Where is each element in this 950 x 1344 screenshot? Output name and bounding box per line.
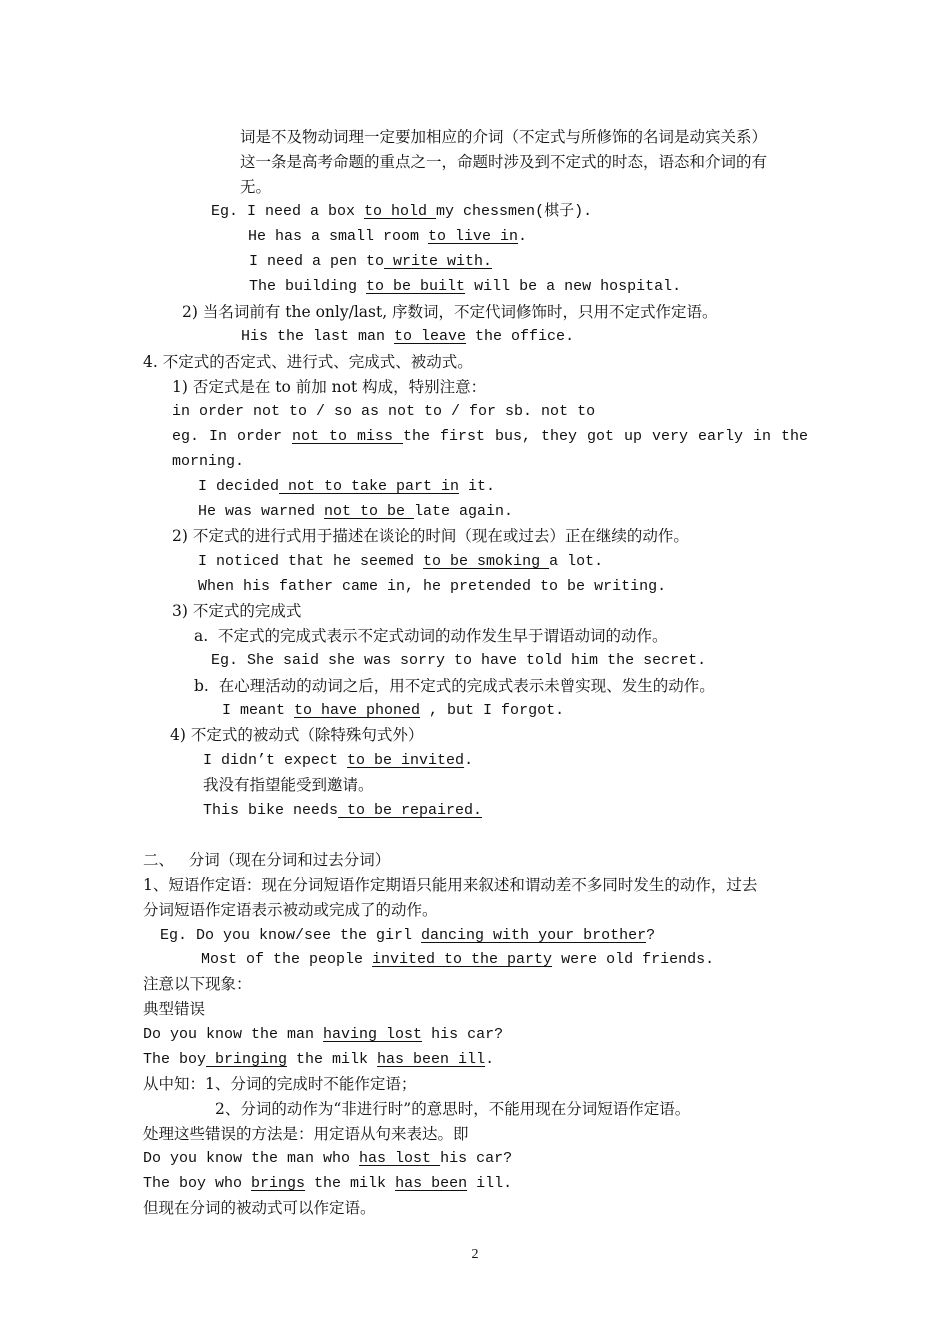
example-sentence: He has a small room to live in. — [248, 228, 528, 245]
example-sentence: His the last man to leave the office. — [241, 328, 575, 345]
example-sentence: eg. In order not to miss the first bus, they got up very early in the — [172, 428, 808, 445]
text-line: 从中知：1、分词的完成时不能作定语； — [143, 1075, 417, 1093]
section-heading: 4. 不定式的否定式、进行式、完成式、被动式。 — [143, 353, 473, 371]
page-number: 2 — [471, 1247, 479, 1262]
example-sentence: I decided not to take part in it. — [198, 478, 496, 495]
rule-item: 3) 不定式的完成式 — [172, 602, 302, 620]
underlined-phrase: to hold — [364, 203, 437, 220]
example-sentence: The building to be built will be a new hospital. — [249, 278, 682, 295]
rule-item: 1) 否定式是在 to 前加 not 构成，特别注意： — [172, 378, 487, 396]
rule-item: 2) 不定式的进行式用于描述在谈论的时间（现在或过去）正在继续的动作。 — [172, 527, 689, 545]
underlined-phrase: having lost — [323, 1026, 423, 1043]
rule-subitem: a. 不定式的完成式表示不定式动词的动作发生早于谓语动词的动作。 — [194, 627, 668, 645]
example-sentence: Most of the people invited to the party were old friends. — [201, 951, 715, 968]
example-sentence: This bike needs to be repaired. — [203, 802, 483, 819]
underlined-phrase: bringing — [206, 1051, 288, 1068]
underlined-phrase: to leave — [394, 328, 467, 345]
rule-subitem: b. 在心理活动的动词之后，用不定式的完成式表示未曾实现、发生的动作。 — [194, 677, 715, 695]
text-line: in order not to / so as not to / for sb. not to — [172, 403, 596, 420]
underlined-phrase: to live in — [428, 228, 519, 245]
text-line: 1、短语作定语：现在分词短语作定期语只能用来叙述和谓动差不多同时发生的动作，过去 — [143, 876, 758, 894]
text-line: 无。 — [240, 178, 272, 196]
underlined-phrase: not to take part in — [279, 478, 460, 495]
example-sentence: The boy bringing the milk has been ill. — [143, 1051, 495, 1068]
underlined-phrase: to be repaired. — [338, 802, 483, 819]
text-line: 注意以下现象： — [143, 975, 252, 993]
text-line: 处理这些错误的方法是：用定语从句来表达。即 — [143, 1125, 469, 1143]
text-line: 典型错误 — [143, 1000, 206, 1018]
underlined-phrase: write with. — [384, 253, 493, 270]
text-line: 分词短语作定语表示被动或完成了的动作。 — [143, 901, 438, 919]
text-line: 词是不及物动词理一定要加相应的介词（不定式与所修饰的名词是动宾关系） — [240, 128, 768, 146]
underlined-phrase: has lost — [359, 1150, 441, 1167]
example-sentence: When his father came in, he pretended to be writing. — [198, 578, 667, 595]
underlined-phrase: not to be — [324, 503, 415, 520]
example-sentence: Do you know the man having lost his car? — [143, 1026, 504, 1043]
section-heading: 二、 分词（现在分词和过去分词） — [143, 851, 391, 869]
example-sentence: I didn’t expect to be invited. — [203, 752, 474, 769]
example-sentence: Do you know the man who has lost his car? — [143, 1150, 513, 1167]
underlined-phrase: to be built — [366, 278, 466, 295]
text-line: 但现在分词的被动式可以作定语。 — [143, 1199, 376, 1217]
example-sentence: He was warned not to be late again. — [198, 503, 514, 520]
rule-item: 2) 当名词前有 the only/last, 序数词，不定代词修饰时，只用不定式作定语。 — [182, 303, 718, 321]
underlined-phrase: invited to the party — [372, 951, 553, 968]
underlined-phrase: dancing with your brother — [421, 927, 647, 944]
text-line: 这一条是高考命题的重点之一，命题时涉及到不定式的时态，语态和介词的有 — [240, 153, 768, 171]
translation-line: 我没有指望能受到邀请。 — [203, 776, 374, 794]
example-sentence: I noticed that he seemed to be smoking a lot. — [198, 553, 604, 570]
underlined-phrase: not to miss — [292, 428, 403, 445]
example-sentence: I need a pen to write with. — [249, 253, 493, 270]
text-line: 2、分词的动作为“非进行时”的意思时，不能用现在分词短语作定语。 — [215, 1100, 691, 1118]
underlined-phrase: to be smoking — [423, 553, 550, 570]
underlined-phrase: brings — [251, 1175, 306, 1192]
underlined-phrase: to be invited — [347, 752, 465, 769]
underlined-phrase: has been — [395, 1175, 468, 1192]
text-line: morning. — [172, 453, 245, 470]
example-sentence: Eg. I need a box to hold my chessmen(棋子). — [211, 203, 593, 220]
rule-item: 4) 不定式的被动式（除特殊句式外） — [170, 726, 424, 744]
example-sentence: Eg. Do you know/see the girl dancing with your brother? — [160, 927, 656, 944]
example-sentence: Eg. She said she was sorry to have told him the secret. — [211, 652, 707, 669]
underlined-phrase: to have phoned — [294, 702, 421, 719]
example-sentence: The boy who brings the milk has been ill. — [143, 1175, 513, 1192]
underlined-phrase: has been ill — [377, 1051, 486, 1068]
example-sentence: I meant to have phoned , but I forgot. — [222, 702, 565, 719]
